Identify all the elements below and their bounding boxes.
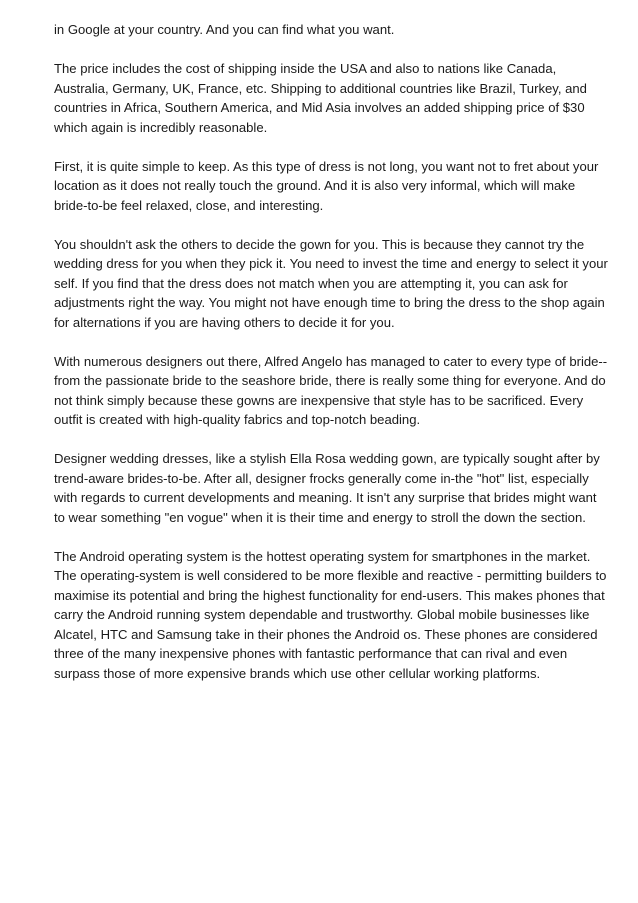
paragraph-5: With numerous designers out there, Alfred Angelo has managed to cater to every type of bride--from the passionate bride to the seashore bride, there is really some thing for everyone. And do not think simply because these gowns are inexpensive that style has to be sacrificed. Every outfit is created with high-quality fabrics and top-notch beading.: [54, 353, 608, 427]
paragraph-6: Designer wedding dresses, like a stylish Ella Rosa wedding gown, are typically sought after by trend-aware brides-to-be. After all, designer frocks generally come in-the "hot" list, especially with regards to current developments and meaning. It isn't any surprise that brides might want to wear something "en vogue" when it is their time and energy to stroll the down the section.: [54, 451, 600, 525]
document-page: [54, 20, 610, 703]
paragraph-3: First, it is quite simple to keep. As this type of dress is not long, you want not to fret about your location as it does not really touch the ground. And it is also very informal, which will make bride-to-be feel relaxed, close, and interesting.: [54, 158, 599, 213]
paragraph-1: in Google at your country. And you can find what you want.: [54, 22, 395, 37]
paragraph-4: You shouldn't ask the others to decide the gown for you. This is because they cannot try the wedding dress for you when they pick it. You need to invest the time and energy to select it your self. If you find that the dress does not match when you are attempting it, you can ask for adjustments right the way. You might not have enough time to bring the dress to the shop again for alternations if you are having others to decide it for you.: [54, 236, 608, 330]
paragraph-7: The Android operating system is the hottest operating system for smartphones in the market. The operating-system is well considered to be more flexible and reactive - permitting builders to maximise its potential and bring the highest functionality for end-users. This makes phones that carry the Android running system dependable and trustworthy. Global mobile businesses like Alcatel, HTC and Samsung take in their phones the Android os. These phones are considered three of the many inexpensive phones with fantastic performance that can rival and even surpass those of more expensive brands which use other cellular working platforms.: [54, 548, 607, 681]
paragraph-2: The price includes the cost of shipping inside the USA and also to nations like Canada, Australia, Germany, UK, France, etc. Shipping to additional countries like Brazil, Turkey, and countries in Africa, Southern America, and Mid Asia involves an added shipping price of $30 which again is incredibly reasonable.: [54, 61, 587, 135]
